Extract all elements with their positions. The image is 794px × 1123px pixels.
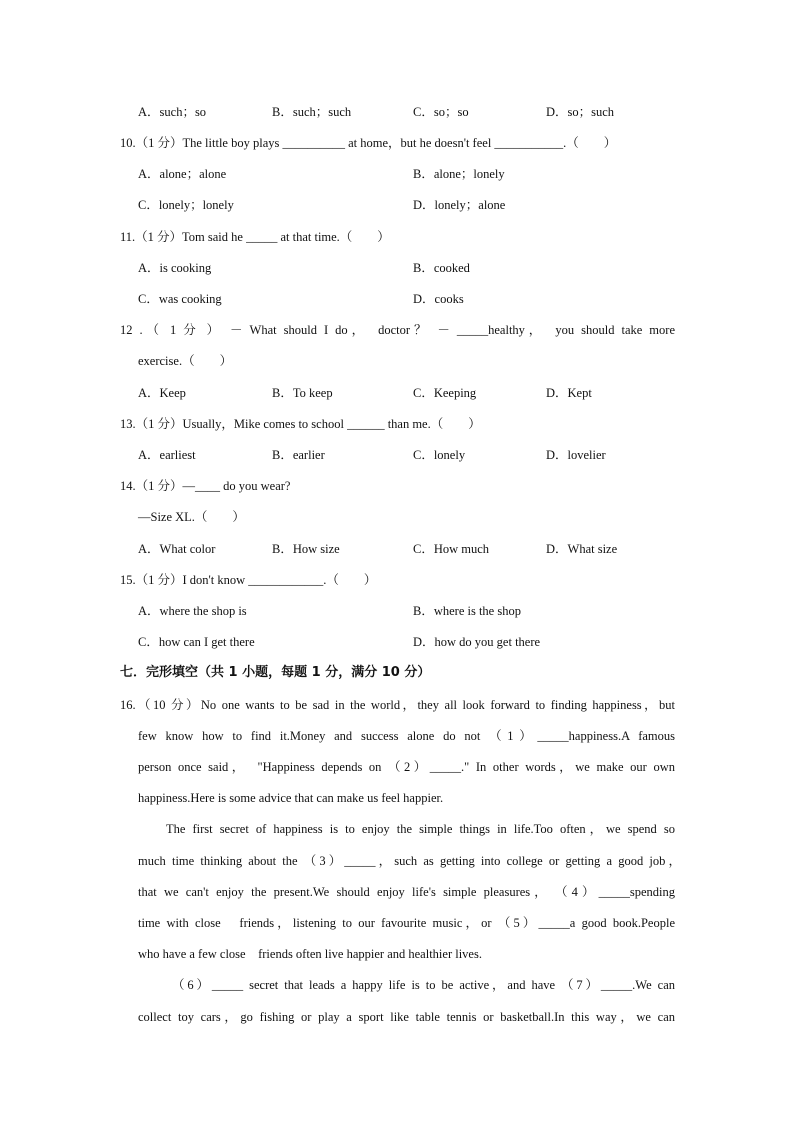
- q14-option-a: A．What color: [138, 542, 216, 556]
- q12-stem-line1: 12 .（ 1 分 ） － What should I do， doctor？ － _____healthy， you should take more: [120, 323, 675, 337]
- q11-option-c: C．was cooking: [138, 292, 222, 306]
- q16-line-2: few know how to find it.Money and success alone do not （1）_____happiness.A famous: [138, 729, 675, 743]
- q9-option-c: C．so；so: [413, 105, 469, 119]
- q16-line-3: person once said， "Happiness depends on （2）_____." In other words，we make our own: [138, 760, 675, 774]
- q10-option-a: A．alone；alone: [138, 167, 227, 181]
- q10-stem: 10.（1 分）The little boy plays __________ at home，but he doesn't feel ___________.（ ）: [120, 136, 617, 150]
- q13-stem: 13.（1 分）Usually，Mike comes to school ______ than me.（ ）: [120, 417, 481, 431]
- q11-option-d: D．cooks: [413, 292, 464, 306]
- q14-stem-line2: —Size XL.（ ）: [138, 510, 245, 524]
- q16-line-4: happiness.Here is some advice that can make us feel happier.: [138, 791, 444, 805]
- q16-line-10: （6）_____ secret that leads a happy life is to be active，and have （7）_____.We can: [172, 978, 675, 992]
- q11-option-b: B．cooked: [413, 261, 470, 275]
- q14-option-c: C．How much: [413, 542, 490, 556]
- q9-option-a: A．such；so: [138, 105, 207, 119]
- q15-option-d: D．how do you get there: [413, 635, 541, 649]
- q16-line-11: collect toy cars，go fishing or play a sport like table tennis or basketball.In this way，we can: [138, 1010, 675, 1024]
- q11-option-a: A．is cooking: [138, 261, 212, 275]
- q10-option-b: B．alone；lonely: [413, 167, 505, 181]
- q13-option-c: C．lonely: [413, 448, 466, 462]
- q13-option-b: B．earlier: [272, 448, 325, 462]
- q12-option-c: C．Keeping: [413, 386, 477, 400]
- q11-stem: 11.（1 分）Tom said he _____ at that time.（ ）: [120, 230, 390, 244]
- q13-option-d: D．lovelier: [546, 448, 606, 462]
- q15-option-c: C．how can I get there: [138, 635, 255, 649]
- q12-option-b: B．To keep: [272, 386, 333, 400]
- q16-line-1: 16.（10 分）No one wants to be sad in the world，they all look forward to finding happiness，but: [120, 698, 675, 712]
- q12-option-d: D．Kept: [546, 386, 592, 400]
- q13-option-a: A．earliest: [138, 448, 196, 462]
- q9-option-b: B．such；such: [272, 105, 352, 119]
- q10-option-d: D．lonely；alone: [413, 198, 506, 212]
- q10-option-c: C．lonely；lonely: [138, 198, 234, 212]
- q14-stem-line1: 14.（1 分）—____ do you wear?: [120, 479, 291, 493]
- q16-line-7: that we can't enjoy the present.We should enjoy life's simple pleasures， （4）_____spending: [138, 885, 675, 899]
- q14-option-d: D．What size: [546, 542, 618, 556]
- q15-option-a: A．where the shop is: [138, 604, 247, 618]
- q9-option-d: D．so；such: [546, 105, 615, 119]
- q15-stem: 15.（1 分）I don't know ____________.（ ）: [120, 573, 377, 587]
- q16-line-6: much time thinking about the （3）_____，such as getting into college or getting a good job，: [138, 854, 681, 868]
- q16-line-9: who have a few close friends often live happier and healthier lives.: [138, 947, 482, 961]
- q15-option-b: B．where is the shop: [413, 604, 521, 618]
- section-7-title: 七．完形填空（共 1 小题，每题 1 分，满分 10 分）: [120, 665, 431, 680]
- q12-stem-line2: exercise.（ ）: [138, 354, 233, 368]
- q16-line-8: time with close friends，listening to our favourite music，or （5）_____a good book.People: [138, 916, 675, 930]
- q14-option-b: B．How size: [272, 542, 340, 556]
- q12-option-a: A．Keep: [138, 386, 186, 400]
- q16-line-5: The first secret of happiness is to enjoy the simple things in life.Too often，we spend so: [166, 822, 675, 836]
